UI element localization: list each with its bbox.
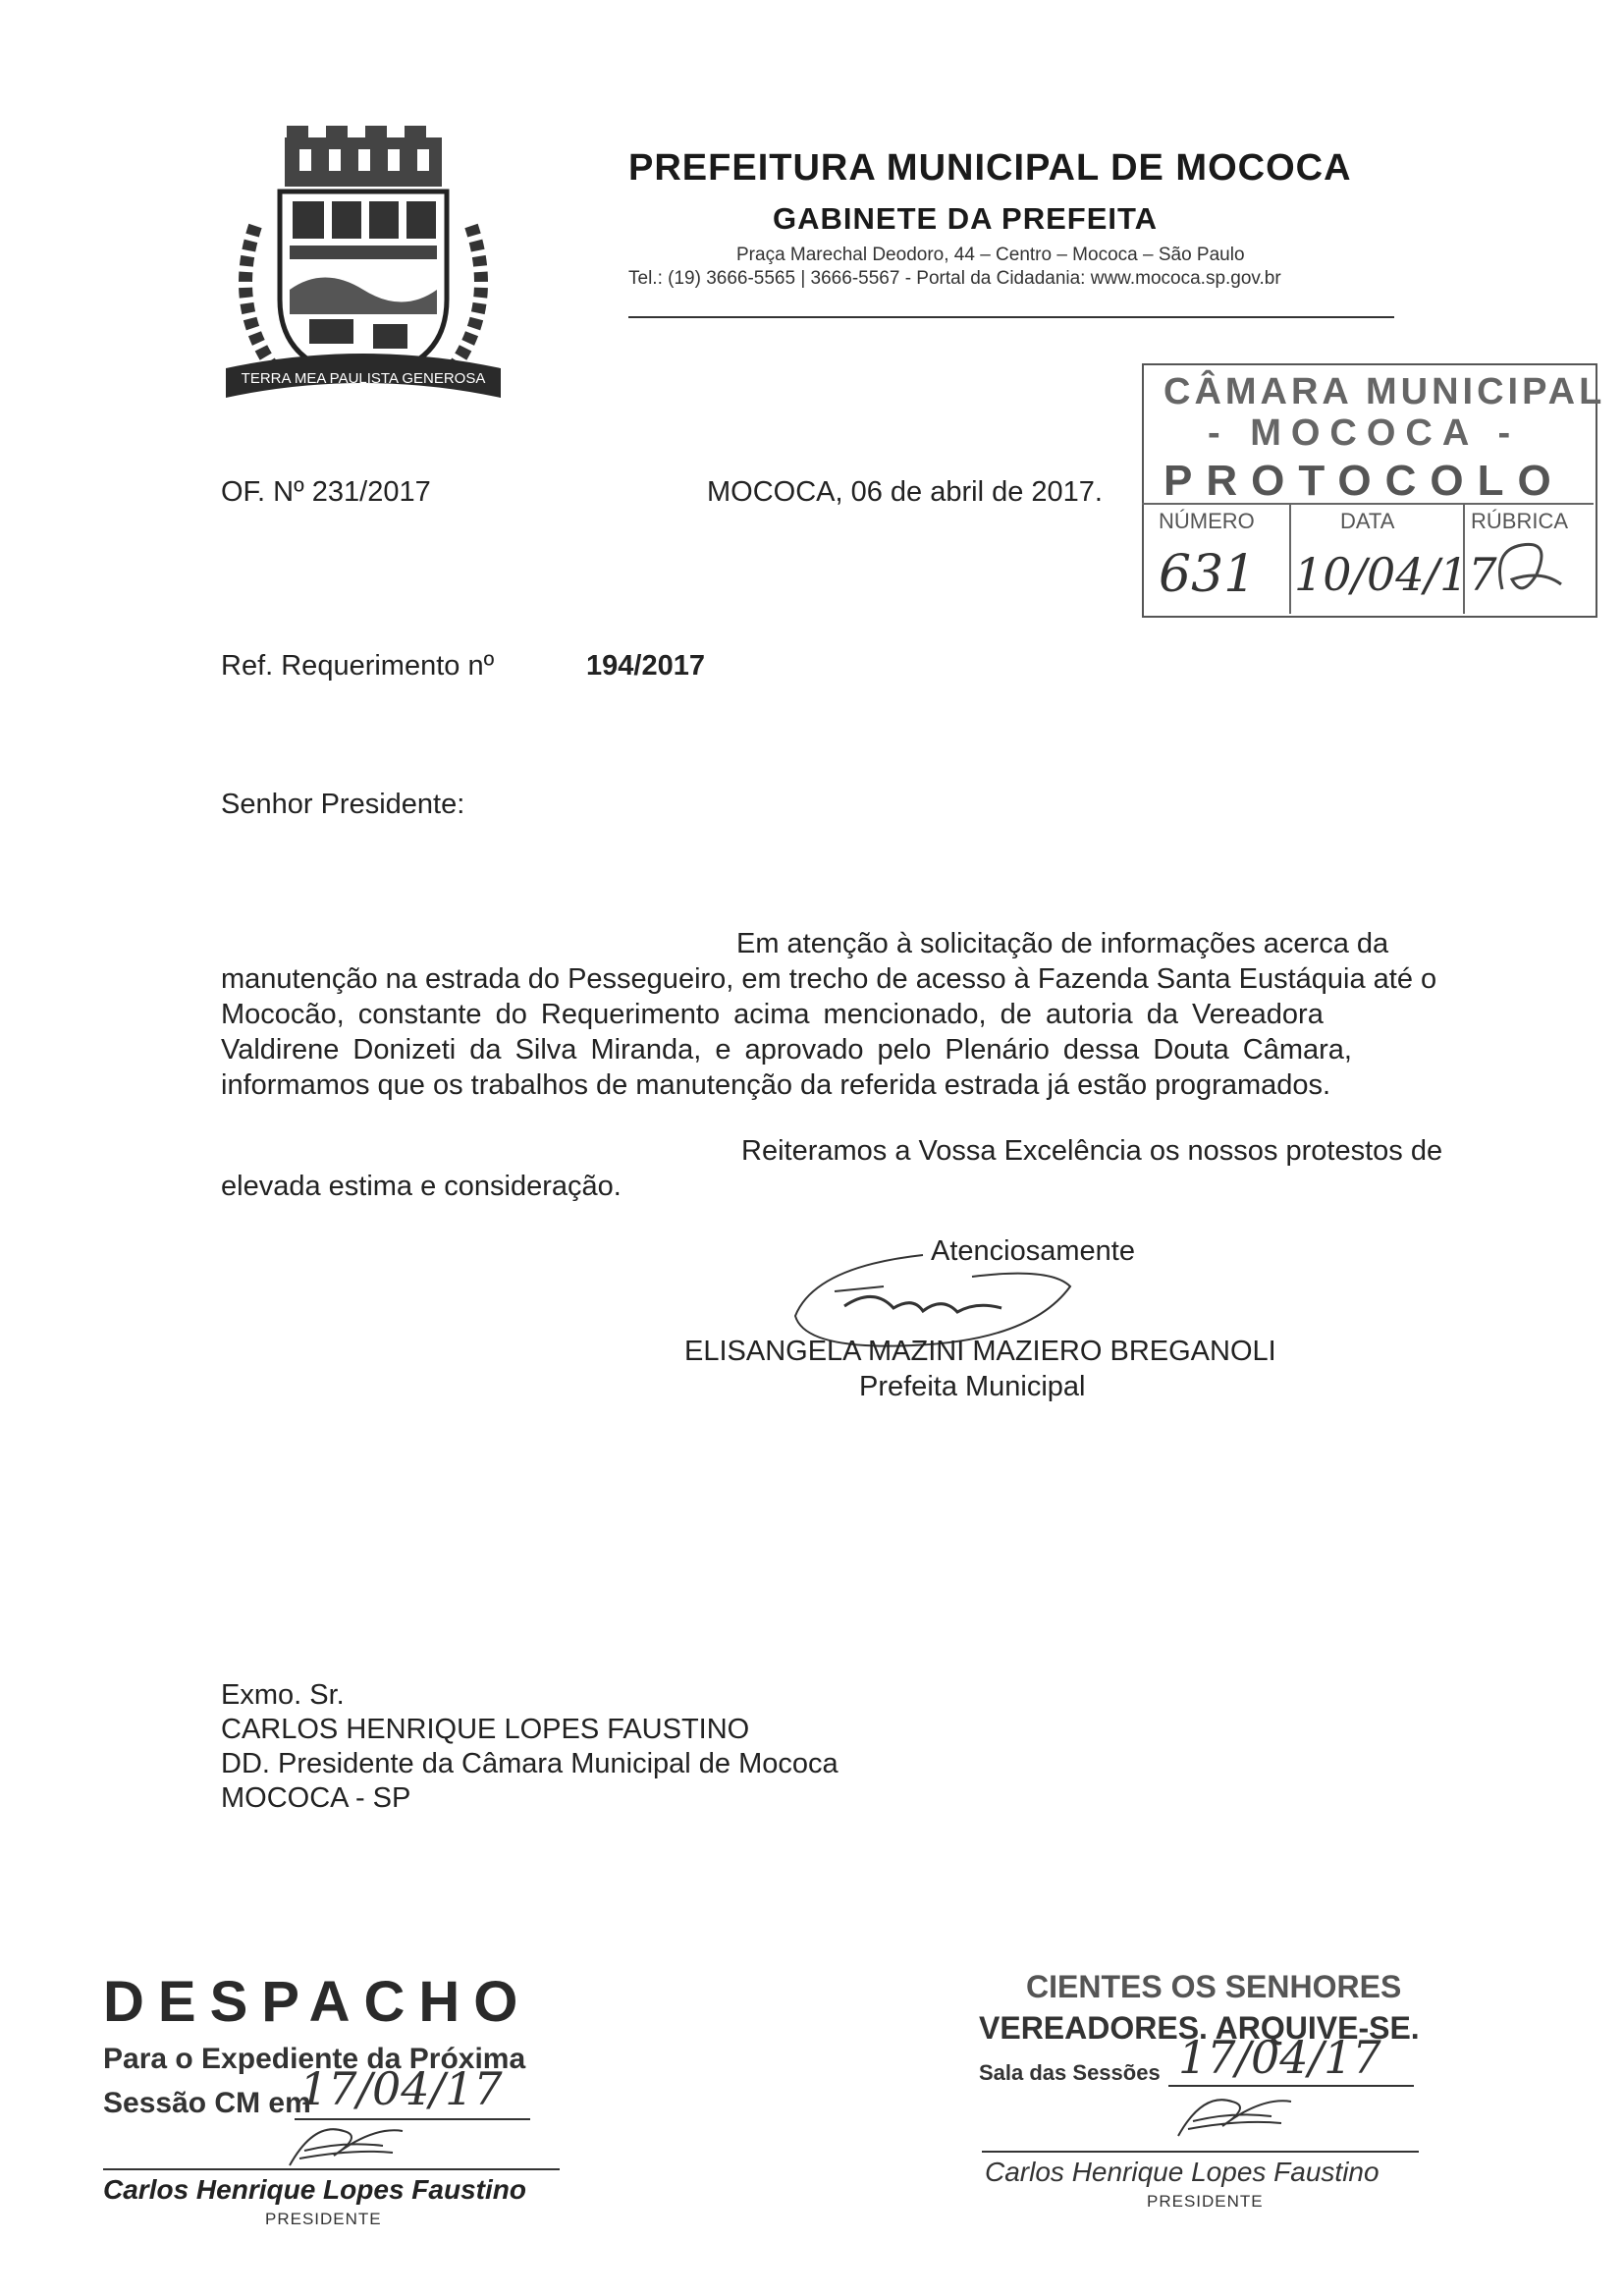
salutation: Senhor Presidente: [221, 789, 465, 820]
paragraph-1-line: manutenção na estrada do Pessegueiro, em trecho de acesso à Fazenda Santa Eustáquia até o [221, 963, 1437, 995]
closing: Atenciosamente [931, 1235, 1135, 1267]
stamp-data-value: 10/04/17 [1294, 548, 1497, 601]
stamp-line3: PROTOCOLO [1163, 457, 1565, 505]
crest-motto: TERRA MEA PAULISTA GENEROSA [241, 370, 486, 387]
paragraph-1-line: Valdirene Donizeti da Silva Miranda, e aprovado pelo Plenário dessa Douta Câmara, [221, 1034, 1352, 1066]
recipient-title: DD. Presidente da Câmara Municipal de Mococa [221, 1748, 839, 1779]
cientes-president-label: PRESIDENTE [1147, 2192, 1264, 2211]
municipal-crest-logo [216, 118, 511, 432]
paragraph-1-first-line: Em atenção à solicitação de informações acerca da [736, 928, 1389, 959]
office-number: OF. Nº 231/2017 [221, 476, 431, 508]
despacho-signature [275, 2111, 412, 2175]
stamp-column-divider [1289, 503, 1291, 614]
despacho-signature-line [103, 2168, 560, 2170]
stamp-line2: - MOCOCA - [1208, 412, 1521, 454]
stamp-rubrica-signature [1483, 530, 1571, 609]
header-subtitle: GABINETE DA PREFEITA [773, 201, 1159, 236]
header-title: PREFEITURA MUNICIPAL DE MOCOCA [628, 147, 1352, 189]
despacho-date: 17/04/17 [299, 2062, 503, 2115]
place-date: MOCOCA, 06 de abril de 2017. [707, 476, 1103, 508]
cientes-line3: Sala das Sessões [979, 2060, 1161, 2085]
header-address: Praça Marechal Deodoro, 44 – Centro – Mococa – São Paulo [736, 245, 1245, 265]
stamp-line1: CÂMARA MUNICIPAL [1163, 371, 1606, 412]
header-contact: Tel.: (19) 3666-5565 | 3666-5567 - Portal da Cidadania: www.mococa.sp.gov.br [628, 268, 1281, 289]
cientes-signature-line [982, 2151, 1419, 2153]
cientes-signature [1163, 2082, 1301, 2146]
cientes-line1: CIENTES OS SENHORES [1026, 1969, 1402, 2004]
paragraph-1-last-line: informamos que os trabalhos de manutenção da referida estrada já estão programados. [221, 1069, 1331, 1101]
signer-title: Prefeita Municipal [859, 1371, 1086, 1402]
recipient-city: MOCOCA - SP [221, 1782, 411, 1814]
cientes-line2: VEREADORES. ARQUIVE-SE. [979, 2010, 1420, 2046]
reference-number: 194/2017 [586, 650, 705, 682]
recipient-line1: Exmo. Sr. [221, 1679, 345, 1711]
paragraph-2-last-line: elevada estima e consideração. [221, 1171, 622, 1202]
stamp-rubrica-header: RÚBRICA [1471, 509, 1569, 533]
despacho-line2: Sessão CM em [103, 2087, 311, 2119]
stamp-numero-value: 631 [1159, 545, 1257, 604]
despacho-president-label: PRESIDENTE [265, 2210, 382, 2228]
header-divider [628, 316, 1394, 318]
despacho-line1: Para o Expediente da Próxima [103, 2043, 526, 2075]
stamp-numero-header: NÚMERO [1159, 509, 1255, 533]
cientes-date: 17/04/17 [1178, 2031, 1381, 2084]
cientes-president-name: Carlos Henrique Lopes Faustino [985, 2157, 1380, 2187]
stamp-divider [1142, 503, 1594, 505]
paragraph-2-first-line: Reiteramos a Vossa Excelência os nossos protestos de [741, 1135, 1443, 1167]
stamp-data-header: DATA [1340, 509, 1395, 533]
despacho-president-name: Carlos Henrique Lopes Faustino [103, 2174, 526, 2205]
paragraph-1-line: Mococão, constante do Requerimento acima mencionado, de autoria da Vereadora [221, 999, 1324, 1030]
recipient-name: CARLOS HENRIQUE LOPES FAUSTINO [221, 1714, 750, 1745]
despacho-title: DESPACHO [103, 1970, 532, 2034]
reference-label: Ref. Requerimento nº [221, 650, 495, 682]
signer-name: ELISANGELA MAZINI MAZIERO BREGANOLI [684, 1336, 1276, 1367]
